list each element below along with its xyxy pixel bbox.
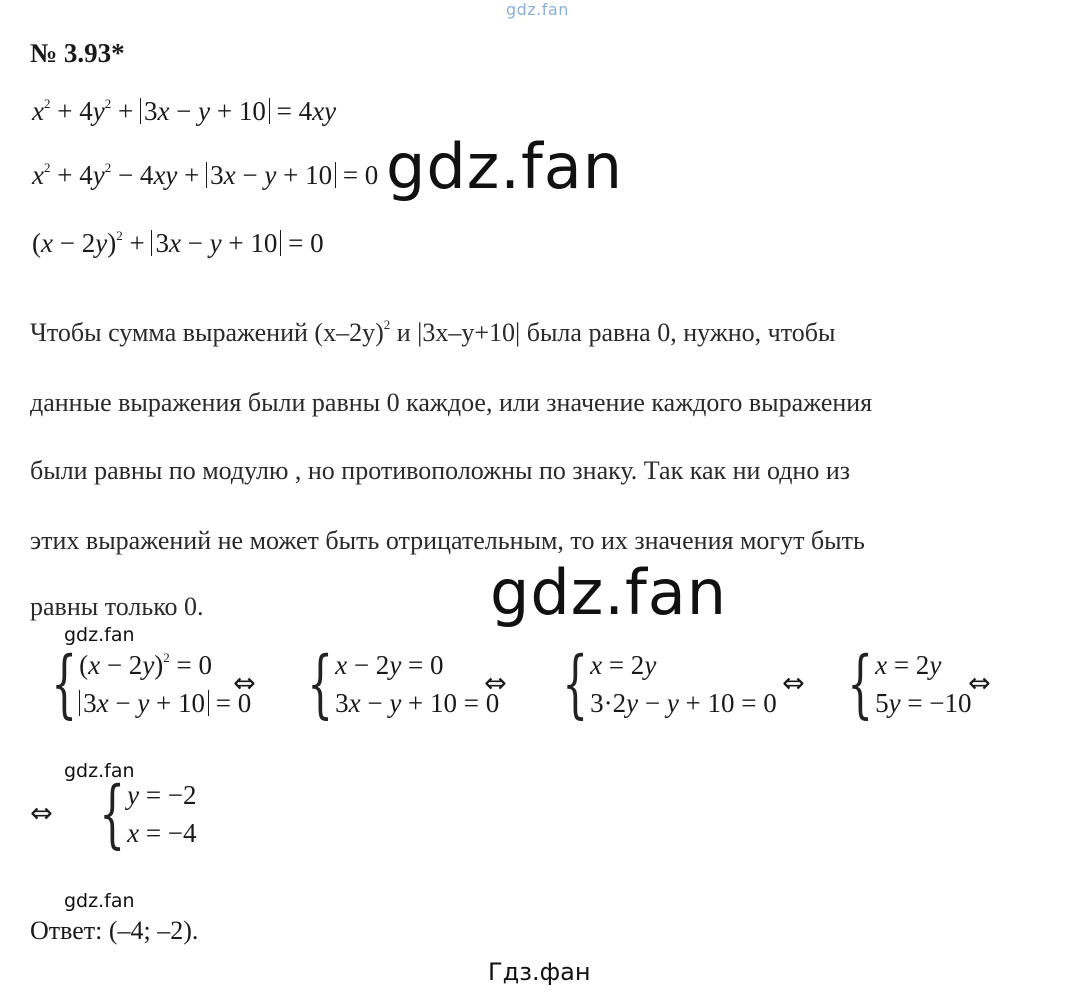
watermark-top: gdz.fan <box>506 0 569 19</box>
explanation-line-4: этих выражений не может быть отрицательным, то их значения могут быть <box>30 526 865 555</box>
equivalence-2: ⇔ <box>484 668 507 699</box>
watermark-big-1: gdz.fan <box>386 130 624 203</box>
watermark-small-2: gdz.fan <box>64 760 135 782</box>
explanation-line-5: равны только 0. <box>30 592 204 621</box>
watermark-small-1: gdz.fan <box>64 624 135 646</box>
system-1: { $(x - 2y)^2 = 0$ 3x − y + 10 = 0 <box>51 641 252 727</box>
system-2: { x − 2y = 0 3x − y + 10 = 0 <box>307 641 500 727</box>
equation-2: $x^2 + 4y^2 - 4xy + 3x - y + 10 = 0$ <box>32 160 379 190</box>
equivalence-4: ⇔ <box>968 668 991 699</box>
equation-1: $x^2 + 4y^2 + 3x - y + 10 = 4xy$ <box>32 96 337 126</box>
answer-text: Ответ: (–4; –2). <box>30 916 199 945</box>
watermark-big-2: gdz.fan <box>490 556 728 629</box>
system-result: { y = −2 x = −4 <box>99 771 197 857</box>
explanation-line-3: были равны по модулю , но противоположны по знаку. Так как ни одно из <box>30 456 851 485</box>
system-4: { x = 2y 5y = −10 <box>847 641 972 727</box>
equivalence-3: ⇔ <box>782 668 805 699</box>
explanation-line-2: данные выражения были равны 0 каждое, или значение каждого выражения <box>30 388 873 417</box>
explanation-line-1: Чтобы сумма выражений $(x-2y)^2$ и |3x–y+10| была равна 0, нужно, чтобы <box>30 317 836 347</box>
system-3: { x = 2y 3·2y − y + 10 = 0 <box>562 641 777 727</box>
footer-watermark: Гдз.фан <box>488 958 591 986</box>
equivalence-1: ⇔ <box>233 668 256 699</box>
equivalence-5: ⇔ <box>30 798 53 829</box>
problem-title: № 3.93* <box>30 38 125 68</box>
equation-3: $(x - 2y)^2 + 3x - y + 10 = 0$ <box>32 228 324 258</box>
watermark-small-3: gdz.fan <box>64 890 135 912</box>
